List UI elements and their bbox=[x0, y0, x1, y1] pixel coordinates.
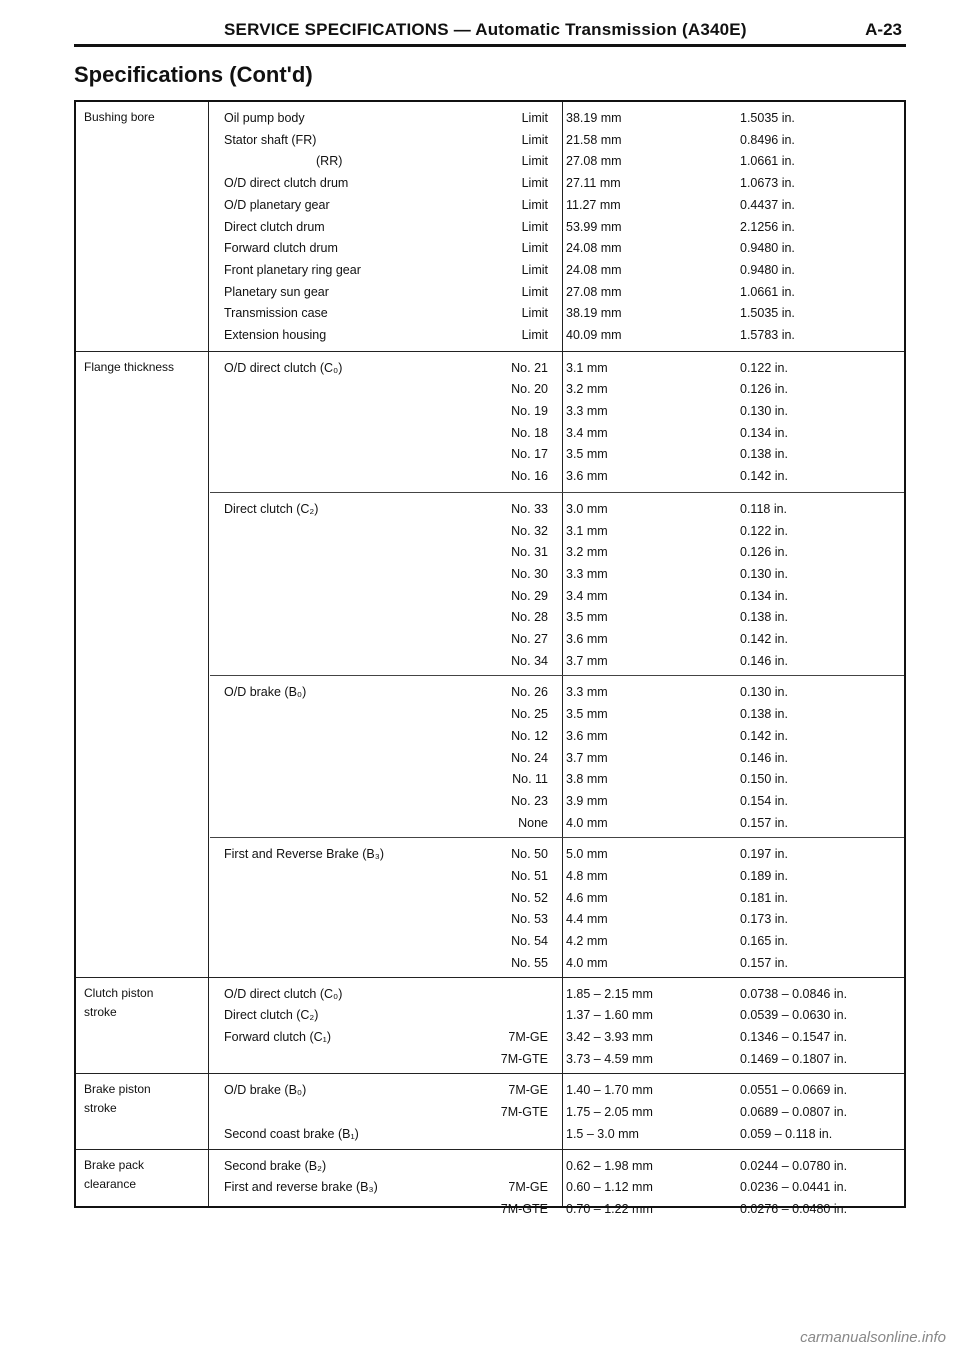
condition-cell: No. 31 bbox=[511, 545, 548, 560]
condition-cell: Limit bbox=[521, 262, 548, 277]
table-row bbox=[210, 1027, 904, 1048]
condition-cell: No. 30 bbox=[511, 566, 548, 581]
condition-cell: No. 17 bbox=[511, 447, 548, 462]
value-in-cell: 0.142 in. bbox=[740, 728, 788, 743]
table-row bbox=[210, 303, 904, 324]
value-mm-cell: 3.9 mm bbox=[566, 793, 608, 808]
value-mm-cell: 3.6 mm bbox=[566, 469, 608, 484]
condition-cell: No. 34 bbox=[511, 653, 548, 668]
condition-cell: No. 26 bbox=[511, 685, 548, 700]
value-in-cell: 2.1256 in. bbox=[740, 219, 795, 234]
condition-cell: No. 52 bbox=[511, 890, 548, 905]
section-title: Specifications (Cont'd) bbox=[74, 62, 313, 87]
value-in-cell: 0.181 in. bbox=[740, 890, 788, 905]
value-in-cell: 0.0244 – 0.0780 in. bbox=[740, 1158, 848, 1173]
value-in-cell: 0.173 in. bbox=[740, 912, 788, 927]
item-name: O/D brake (B₀) bbox=[224, 685, 307, 700]
item-name: O/D planetary gear bbox=[224, 197, 330, 212]
condition-cell: Limit bbox=[521, 241, 548, 256]
condition-cell: No. 29 bbox=[511, 588, 548, 603]
table-row bbox=[210, 909, 904, 930]
item-name: Front planetary ring gear bbox=[224, 262, 361, 277]
condition-cell: No. 33 bbox=[511, 501, 548, 516]
table-row bbox=[210, 282, 904, 303]
table-row bbox=[210, 629, 904, 650]
value-in-cell: 0.130 in. bbox=[740, 404, 788, 419]
item-name: O/D direct clutch drum bbox=[224, 176, 349, 191]
condition-cell: No. 50 bbox=[511, 847, 548, 862]
table-row bbox=[210, 260, 904, 281]
condition-cell: No. 24 bbox=[511, 750, 548, 765]
item-name: First and reverse brake (B₃) bbox=[224, 1180, 378, 1195]
page-number: A-23 bbox=[865, 20, 902, 39]
value-mm-cell: 4.4 mm bbox=[566, 912, 608, 927]
table-row bbox=[210, 1199, 904, 1220]
item-name: Direct clutch (C₂) bbox=[224, 1008, 319, 1023]
condition-cell: No. 54 bbox=[511, 934, 548, 949]
table-row bbox=[210, 379, 904, 400]
value-in-cell: 1.0661 in. bbox=[740, 284, 795, 299]
condition-cell: No. 53 bbox=[511, 912, 548, 927]
value-mm-cell: 3.0 mm bbox=[566, 501, 608, 516]
item-name: Extension housing bbox=[224, 328, 327, 342]
value-mm-cell: 3.6 mm bbox=[566, 632, 608, 647]
table-row bbox=[210, 1156, 904, 1177]
value-in-cell: 0.0276 – 0.0480 in. bbox=[740, 1201, 848, 1216]
table-row bbox=[210, 238, 904, 259]
value-in-cell: 0.138 in. bbox=[740, 610, 788, 625]
table-row bbox=[210, 401, 904, 422]
condition-cell: Limit bbox=[521, 111, 548, 125]
value-mm-cell: 3.6 mm bbox=[566, 728, 608, 743]
value-in-cell: 0.189 in. bbox=[740, 869, 788, 884]
header-title: SERVICE SPECIFICATIONS — Automatic Transmission (A340E) bbox=[224, 20, 747, 39]
value-mm-cell: 3.4 mm bbox=[566, 425, 608, 440]
value-in-cell: 0.059 – 0.118 in. bbox=[740, 1126, 833, 1141]
condition-cell: No. 32 bbox=[511, 523, 548, 538]
table-row bbox=[210, 953, 904, 974]
value-mm-cell: 3.1 mm bbox=[566, 523, 608, 538]
table-row bbox=[210, 844, 904, 865]
table-row bbox=[210, 217, 904, 238]
value-in-cell: 0.8496 in. bbox=[740, 132, 795, 147]
value-in-cell: 0.126 in. bbox=[740, 382, 788, 397]
group-label: Brake piston stroke bbox=[84, 1082, 151, 1116]
condition-cell: 7M-GTE bbox=[500, 1201, 548, 1216]
value-in-cell: 1.5035 in. bbox=[740, 306, 795, 321]
condition-cell: 7M-GE bbox=[508, 1083, 548, 1098]
spec-group bbox=[76, 1073, 904, 1149]
value-in-cell: 0.1346 – 0.1547 in. bbox=[740, 1029, 848, 1044]
condition-cell: No. 11 bbox=[512, 772, 548, 787]
condition-cell: 7M-GE bbox=[508, 1029, 548, 1044]
value-in-cell: 0.154 in. bbox=[740, 793, 788, 808]
table-row bbox=[210, 791, 904, 812]
value-mm-cell: 3.4 mm bbox=[566, 588, 608, 603]
table-row bbox=[210, 173, 904, 194]
table-row bbox=[210, 444, 904, 465]
value-in-cell: 0.146 in. bbox=[740, 653, 788, 668]
value-in-cell: 1.5035 in. bbox=[740, 111, 795, 125]
value-mm-cell: 1.37 – 1.60 mm bbox=[566, 1008, 653, 1023]
spec-subgroup bbox=[210, 352, 904, 492]
value-mm-cell: 0.70 – 1.22 mm bbox=[566, 1201, 653, 1216]
value-mm-cell: 3.3 mm bbox=[566, 685, 608, 700]
value-mm-cell: 1.5 – 3.0 mm bbox=[566, 1126, 639, 1141]
table-row bbox=[210, 542, 904, 563]
table-row bbox=[210, 423, 904, 444]
value-mm-cell: 38.19 mm bbox=[566, 111, 622, 125]
spec-subgroup bbox=[210, 675, 904, 838]
value-mm-cell: 3.3 mm bbox=[566, 404, 608, 419]
value-mm-cell: 3.3 mm bbox=[566, 566, 608, 581]
table-row bbox=[210, 1177, 904, 1198]
value-in-cell: 0.0236 – 0.0441 in. bbox=[740, 1180, 848, 1195]
value-in-cell: 1.0661 in. bbox=[740, 154, 795, 169]
value-in-cell: 0.130 in. bbox=[740, 566, 788, 581]
item-name: Oil pump body bbox=[224, 111, 305, 125]
table-row bbox=[210, 499, 904, 520]
table-row bbox=[210, 769, 904, 790]
table-row bbox=[210, 195, 904, 216]
table-row bbox=[210, 866, 904, 887]
value-mm-cell: 40.09 mm bbox=[566, 328, 622, 342]
value-mm-cell: 4.8 mm bbox=[566, 869, 608, 884]
table-row bbox=[210, 813, 904, 834]
value-in-cell: 0.138 in. bbox=[740, 707, 788, 722]
table-row bbox=[210, 726, 904, 747]
value-mm-cell: 11.27 mm bbox=[566, 197, 621, 212]
group-label: Clutch piston stroke bbox=[84, 985, 154, 1019]
item-name: O/D direct clutch (C₀) bbox=[224, 360, 343, 375]
value-mm-cell: 53.99 mm bbox=[566, 219, 622, 234]
condition-cell: No. 18 bbox=[511, 425, 548, 440]
table-row bbox=[210, 325, 904, 346]
condition-cell: No. 21 bbox=[511, 360, 548, 375]
value-in-cell: 0.146 in. bbox=[740, 750, 788, 765]
value-in-cell: 0.118 in. bbox=[740, 501, 788, 516]
condition-cell: No. 19 bbox=[511, 404, 548, 419]
spec-subgroup bbox=[210, 492, 904, 677]
item-name: Forward clutch drum bbox=[224, 241, 338, 256]
value-mm-cell: 27.11 mm bbox=[566, 176, 621, 191]
value-in-cell: 0.165 in. bbox=[740, 934, 788, 949]
value-mm-cell: 3.2 mm bbox=[566, 382, 608, 397]
value-in-cell: 0.142 in. bbox=[740, 469, 788, 484]
table-row bbox=[210, 130, 904, 151]
value-mm-cell: 3.5 mm bbox=[566, 707, 608, 722]
condition-cell: No. 12 bbox=[511, 728, 548, 743]
condition-cell: No. 23 bbox=[511, 793, 548, 808]
item-name: Stator shaft (FR) bbox=[224, 132, 317, 147]
value-in-cell: 0.0551 – 0.0669 in. bbox=[740, 1083, 848, 1098]
item-name: Direct clutch (C₂) bbox=[224, 501, 319, 516]
page-header bbox=[74, 18, 906, 47]
value-in-cell: 0.1469 – 0.1807 in. bbox=[740, 1051, 848, 1066]
table-row bbox=[210, 682, 904, 703]
value-mm-cell: 4.0 mm bbox=[566, 815, 608, 830]
specifications-table bbox=[74, 100, 906, 1216]
table-row bbox=[210, 651, 904, 672]
item-name: Transmission case bbox=[224, 306, 328, 321]
table-row bbox=[210, 151, 904, 172]
condition-cell: 7M-GTE bbox=[500, 1051, 548, 1066]
condition-cell: Limit bbox=[521, 219, 548, 234]
table-row bbox=[210, 1080, 904, 1101]
item-name: Planetary sun gear bbox=[224, 284, 329, 299]
condition-cell: None bbox=[518, 815, 548, 830]
table-row bbox=[210, 586, 904, 607]
item-name: Forward clutch (C₁) bbox=[224, 1029, 332, 1044]
value-mm-cell: 21.58 mm bbox=[566, 132, 622, 147]
spec-subgroup bbox=[210, 837, 904, 978]
value-in-cell: 0.0689 – 0.0807 in. bbox=[740, 1105, 848, 1120]
spec-subgroup bbox=[210, 978, 904, 1075]
value-mm-cell: 4.6 mm bbox=[566, 890, 608, 905]
value-mm-cell: 3.5 mm bbox=[566, 447, 608, 462]
value-in-cell: 1.5783 in. bbox=[740, 328, 795, 342]
condition-cell: Limit bbox=[521, 176, 548, 191]
value-in-cell: 0.150 in. bbox=[740, 772, 788, 787]
value-mm-cell: 3.42 – 3.93 mm bbox=[566, 1029, 653, 1044]
table-row bbox=[210, 984, 904, 1005]
value-in-cell: 0.0738 – 0.0846 in. bbox=[740, 986, 848, 1001]
value-mm-cell: 3.5 mm bbox=[566, 610, 608, 625]
value-in-cell: 0.122 in. bbox=[740, 360, 788, 375]
value-mm-cell: 3.73 – 4.59 mm bbox=[566, 1051, 653, 1066]
value-mm-cell: 1.75 – 2.05 mm bbox=[566, 1105, 653, 1120]
value-in-cell: 0.122 in. bbox=[740, 523, 788, 538]
condition-cell: 7M-GE bbox=[508, 1180, 548, 1195]
condition-cell: 7M-GTE bbox=[500, 1105, 548, 1120]
value-mm-cell: 38.19 mm bbox=[566, 306, 622, 321]
value-mm-cell: 3.7 mm bbox=[566, 653, 608, 668]
condition-cell: Limit bbox=[521, 284, 548, 299]
condition-cell: No. 20 bbox=[511, 382, 548, 397]
value-mm-cell: 0.60 – 1.12 mm bbox=[566, 1180, 653, 1195]
condition-cell: No. 27 bbox=[511, 632, 548, 647]
spec-group bbox=[76, 1149, 904, 1225]
table-row bbox=[210, 466, 904, 487]
value-mm-cell: 24.08 mm bbox=[566, 241, 622, 256]
item-name: Second coast brake (B₁) bbox=[224, 1126, 359, 1141]
item-name: Second brake (B₂) bbox=[224, 1158, 327, 1173]
condition-cell: Limit bbox=[521, 132, 548, 147]
table-row bbox=[210, 888, 904, 909]
value-in-cell: 0.197 in. bbox=[740, 847, 788, 862]
value-mm-cell: 4.0 mm bbox=[566, 955, 608, 970]
table-row bbox=[210, 1124, 904, 1145]
value-in-cell: 0.4437 in. bbox=[740, 197, 795, 212]
value-mm-cell: 27.08 mm bbox=[566, 154, 622, 169]
condition-cell: No. 16 bbox=[511, 469, 548, 484]
value-in-cell: 0.157 in. bbox=[740, 815, 788, 830]
table-row bbox=[210, 1049, 904, 1070]
value-in-cell: 0.0539 – 0.0630 in. bbox=[740, 1008, 848, 1023]
condition-cell: No. 51 bbox=[511, 869, 548, 884]
value-mm-cell: 4.2 mm bbox=[566, 934, 608, 949]
value-in-cell: 0.9480 in. bbox=[740, 262, 795, 277]
table-row bbox=[210, 1102, 904, 1123]
condition-cell: No. 25 bbox=[511, 707, 548, 722]
spec-subgroup bbox=[210, 102, 904, 351]
spec-group bbox=[76, 351, 904, 978]
spec-group bbox=[76, 977, 904, 1075]
table-row bbox=[210, 931, 904, 952]
value-in-cell: 0.157 in. bbox=[740, 955, 788, 970]
value-in-cell: 0.134 in. bbox=[740, 588, 788, 603]
value-mm-cell: 5.0 mm bbox=[566, 847, 608, 862]
value-in-cell: 1.0673 in. bbox=[740, 176, 795, 191]
value-mm-cell: 27.08 mm bbox=[566, 284, 622, 299]
value-in-cell: 0.9480 in. bbox=[740, 241, 795, 256]
item-name: Direct clutch drum bbox=[224, 219, 325, 234]
condition-cell: Limit bbox=[521, 328, 548, 342]
spec-group bbox=[76, 102, 904, 351]
spec-subgroup bbox=[210, 1150, 904, 1225]
table-row bbox=[210, 607, 904, 628]
value-in-cell: 0.142 in. bbox=[740, 632, 788, 647]
group-label: Bushing bore bbox=[84, 110, 155, 124]
table-row bbox=[210, 108, 904, 129]
value-mm-cell: 3.1 mm bbox=[566, 360, 608, 375]
value-mm-cell: 3.2 mm bbox=[566, 545, 608, 560]
table-row bbox=[210, 704, 904, 725]
value-in-cell: 0.126 in. bbox=[740, 545, 788, 560]
value-mm-cell: 3.7 mm bbox=[566, 750, 608, 765]
value-in-cell: 0.130 in. bbox=[740, 685, 788, 700]
table-row bbox=[210, 1005, 904, 1026]
item-name: (RR) bbox=[316, 154, 343, 169]
value-mm-cell: 0.62 – 1.98 mm bbox=[566, 1158, 653, 1173]
value-mm-cell: 3.8 mm bbox=[566, 772, 608, 787]
table-row bbox=[210, 564, 904, 585]
table-row bbox=[210, 358, 904, 379]
group-label: Brake pack clearance bbox=[84, 1157, 145, 1191]
condition-cell: No. 28 bbox=[511, 610, 548, 625]
value-mm-cell: 1.40 – 1.70 mm bbox=[566, 1083, 653, 1098]
group-label: Flange thickness bbox=[84, 359, 175, 374]
value-in-cell: 0.134 in. bbox=[740, 425, 788, 440]
value-in-cell: 0.138 in. bbox=[740, 447, 788, 462]
condition-cell: Limit bbox=[521, 197, 548, 212]
item-name: First and Reverse Brake (B₃) bbox=[224, 847, 384, 862]
condition-cell: No. 55 bbox=[511, 955, 548, 970]
value-mm-cell: 1.85 – 2.15 mm bbox=[566, 986, 653, 1001]
condition-cell: Limit bbox=[521, 306, 548, 321]
table-row bbox=[210, 748, 904, 769]
watermark-text: carmanualsonline.info bbox=[800, 1329, 946, 1346]
spec-subgroup bbox=[210, 1074, 904, 1149]
value-mm-cell: 24.08 mm bbox=[566, 262, 622, 277]
condition-cell: Limit bbox=[521, 154, 548, 169]
item-name: O/D brake (B₀) bbox=[224, 1083, 307, 1098]
table-row bbox=[210, 521, 904, 542]
item-name: O/D direct clutch (C₀) bbox=[224, 986, 343, 1001]
